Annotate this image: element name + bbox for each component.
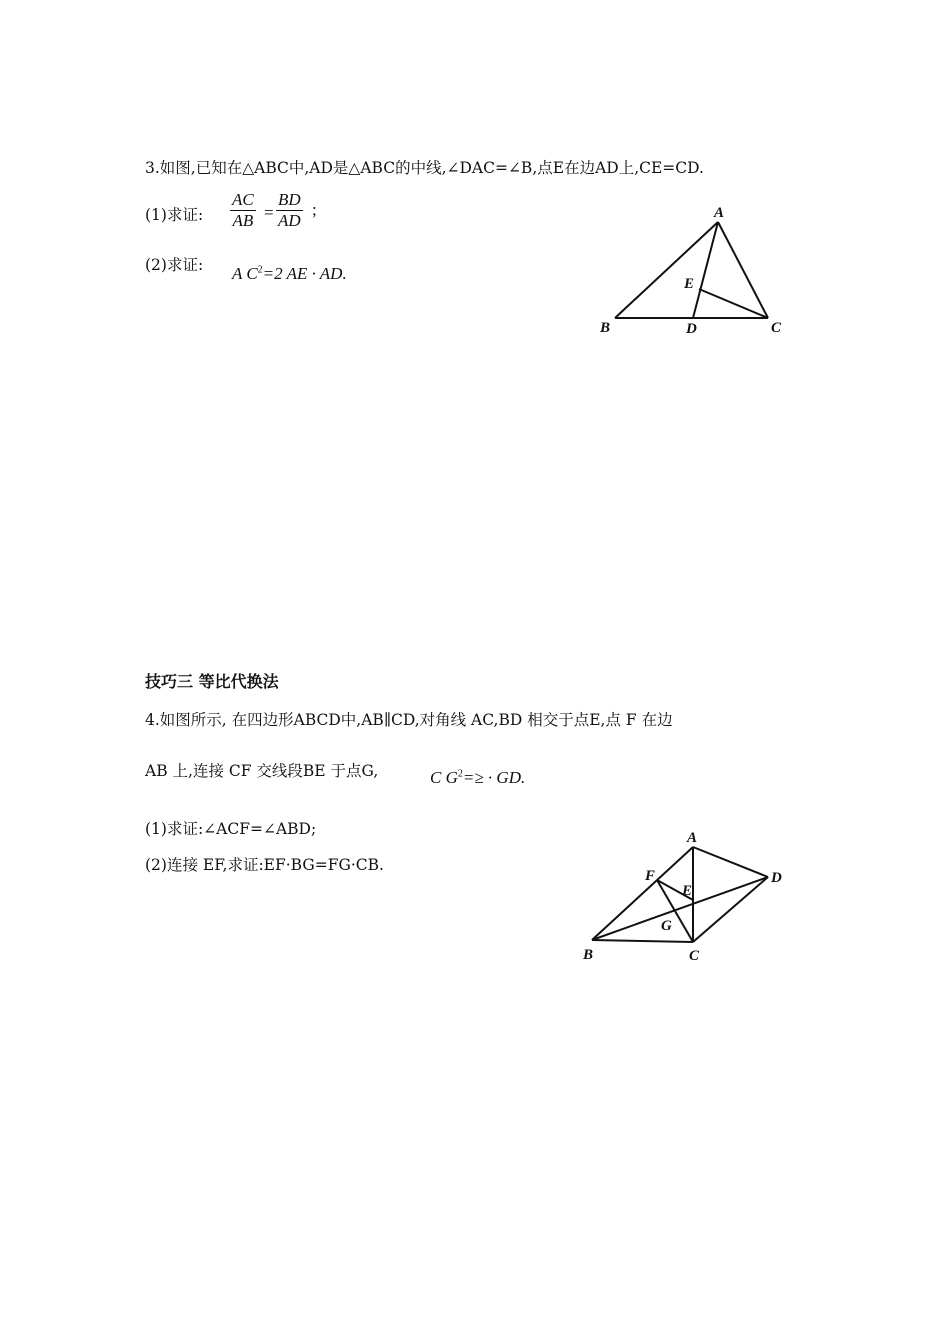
expr-superscript: 2 [457,768,463,780]
problem3-part1-label: (1)求证: [145,206,204,224]
problem3-statement: 3.如图,已知在△ABC中,AD是△ABC的中线,∠DAC=∠B,点E在边AD上,CE=CD. [145,159,704,177]
section-heading: 技巧三 等比代换法 [145,672,279,691]
fraction-numerator: BD [278,190,301,209]
label-C: C [689,948,700,964]
segment-AC [718,222,768,318]
segment-EC [699,289,768,318]
segment-BC [592,940,693,942]
label-E: E [684,276,695,292]
segment-AD [693,222,718,318]
expr-superscript: 2 [257,264,263,276]
problem4-part1: (1)求证:∠ACF=∠ABD; [145,820,317,838]
expr-base: A C [232,264,258,283]
fraction-denominator: AD [278,211,301,230]
label-A: A [687,830,698,846]
problem3-equals: = [264,203,274,222]
fraction-numerator: AC [232,190,254,209]
label-B: B [600,320,611,336]
problem3-fraction-left [230,190,256,231]
label-A: A [714,205,725,221]
problem4-part2: (2)连接 EF,求证:EF·BG=FG·CB. [145,856,384,874]
label-B: B [583,947,594,963]
expr-base: C G [430,768,458,787]
segment-AB [592,847,693,940]
expr-rest: =≥ · GD. [462,768,526,787]
label-C: C [771,320,782,336]
segment-DC [693,877,768,942]
quadrilateral-figure [575,825,795,970]
triangle-figure [590,195,800,345]
label-F: F [645,868,656,884]
label-D: D [686,321,697,337]
segment-AB [615,222,718,318]
label-D: D [771,870,782,886]
label-G: G [661,918,672,934]
problem3-part2-label: (2)求证: [145,256,204,274]
problem3-part2-expression [232,264,347,284]
problem4-expression [430,768,525,788]
problem3-fraction-right [276,190,303,231]
label-E: E [682,883,693,899]
segment-BD [592,877,768,940]
problem4-line1: 4.如图所示, 在四边形ABCD中,AB∥CD,对角线 AC,BD 相交于点E,点 F 在边 [145,711,673,729]
expr-rest: =2 AE · AD. [262,264,347,283]
problem4-line2: AB 上,连接 CF 交线段BE 于点G, [145,762,379,780]
fraction-denominator: AB [232,211,254,230]
segment-AD [693,847,768,877]
problem3-semicolon: ; [312,200,317,219]
